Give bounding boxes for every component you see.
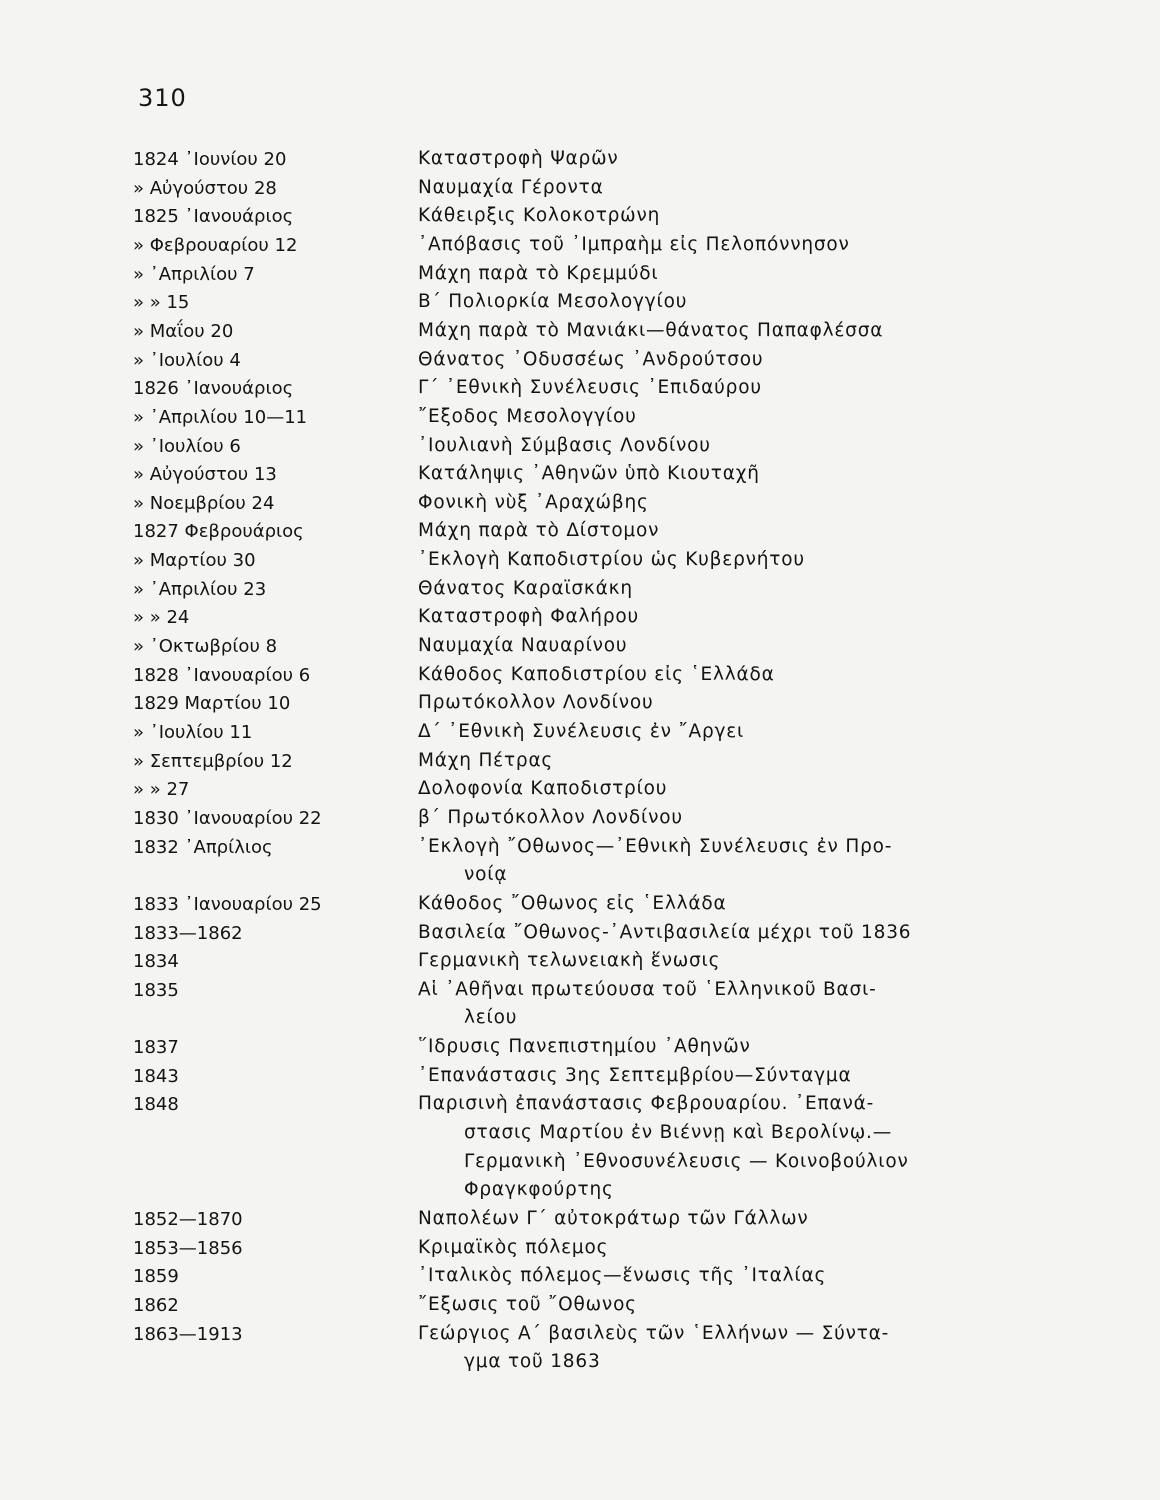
- entry-event: [418, 546, 1058, 575]
- entry-event-line: ῎Εξωσις τοῦ ῎Οθωνος: [418, 1294, 637, 1315]
- entry-date: 1825 ᾿Ιανουάριος: [133, 206, 294, 228]
- entry-date: » » 15: [133, 292, 190, 314]
- entry-date: 1843: [133, 1065, 179, 1087]
- chronology-row: [0, 374, 1160, 404]
- chronology-row: [0, 1234, 1160, 1264]
- entry-date: 1827 Φεβρουάριος: [133, 521, 304, 543]
- entry-event: [418, 374, 1058, 403]
- chronology-row: [0, 947, 1160, 977]
- chronology-row: [0, 317, 1160, 347]
- chronology-row: [0, 689, 1160, 719]
- entry-date: » Αὐγούστου 28: [133, 177, 277, 199]
- chronology-row: [0, 460, 1160, 490]
- chronology-row: [0, 1033, 1160, 1063]
- entry-date: 1826 ᾿Ιανουάριος: [133, 378, 294, 400]
- chronology-row: [0, 1062, 1160, 1092]
- entry-event-line: Μάχη Πέτρας: [418, 749, 554, 771]
- chronology-row: [0, 632, 1160, 662]
- entry-event: [418, 718, 1058, 747]
- entry-event-line: ᾿Ιουλιανὴ Σύμβασις Λονδίνου: [418, 434, 711, 456]
- entry-event-line: Ναπολέων Γ΄ αὐτοκράτωρ τῶν Γάλλων: [418, 1208, 809, 1230]
- entry-date: 1833—1862: [133, 922, 243, 944]
- entry-date: » ᾿Οκτωβρίου 8: [133, 636, 278, 658]
- entry-event: [418, 575, 1058, 604]
- chronology-row: [0, 804, 1160, 834]
- entry-date: » Φεβρουαρίου 12: [133, 234, 298, 256]
- entry-date: 1848: [133, 1094, 179, 1116]
- entry-event-line: λείου: [464, 1007, 518, 1029]
- chronology-row: [0, 919, 1160, 949]
- entry-event: [418, 145, 1058, 174]
- chronology-row: [0, 145, 1160, 175]
- entry-event-line: Μάχη παρὰ τὸ Δίστομον: [418, 520, 660, 542]
- entry-date: » Σεπτεμβρίου 12: [133, 750, 293, 772]
- entry-date: » ᾿Απριλίου 10—11: [133, 406, 308, 428]
- entry-event-line: Θάνατος ᾿Οδυσσέως ᾿Ανδρούτσου: [418, 348, 764, 370]
- entry-date: » ᾿Απριλίου 23: [133, 578, 267, 600]
- entry-date: » ᾿Ιουλίου 4: [133, 349, 241, 371]
- entry-date: 1830 ᾿Ιανουαρίου 22: [133, 807, 322, 829]
- chronology-row: [0, 1262, 1160, 1292]
- chronology-row: [0, 260, 1160, 290]
- chronology-row: [0, 1090, 1160, 1201]
- entry-date: 1837: [133, 1037, 179, 1059]
- entry-event-line: Δολοφονία Καποδιστρίου: [418, 778, 668, 800]
- entry-event-line: Κριμαϊκὸς πόλεμος: [418, 1236, 609, 1258]
- entry-event: [418, 288, 1058, 317]
- entry-event-line: Γεώργιος Α΄ βασιλεὺς τῶν ῾Ελλήνων — Σύντα-: [418, 1322, 890, 1344]
- entry-date: 1828 ᾿Ιανουαρίου 6: [133, 664, 311, 686]
- entry-event: [418, 260, 1058, 289]
- chronology-row: [0, 432, 1160, 462]
- entry-event: [418, 202, 1058, 231]
- entry-event: [418, 489, 1058, 518]
- chronology-row: [0, 489, 1160, 519]
- entry-date: 1852—1870: [133, 1209, 243, 1231]
- entry-event: [418, 976, 1058, 1033]
- entry-event: [418, 231, 1058, 260]
- entry-date: 1824 ᾿Ιουνίου 20: [133, 149, 287, 170]
- entry-date: » Μαΐου 20: [133, 320, 234, 342]
- entry-event: [418, 460, 1058, 489]
- page-number: 310: [138, 84, 187, 112]
- chronology-row: [0, 403, 1160, 433]
- entry-event-line: Ναυμαχία Γέροντα: [418, 176, 604, 198]
- chronology-row: [0, 747, 1160, 777]
- entry-event-line: ῎Εξοδος Μεσολογγίου: [418, 405, 637, 427]
- entry-event: [418, 1033, 1058, 1062]
- entry-event: [418, 661, 1058, 690]
- entry-event: [418, 947, 1058, 976]
- entry-event-line: ᾿Εκλογὴ Καποδιστρίου ὡς Κυβερνήτου: [418, 549, 805, 571]
- entry-event-line: ῞Ιδρυσις Πανεπιστημίου ᾿Αθηνῶν: [418, 1036, 751, 1058]
- entry-event: [418, 1262, 1058, 1291]
- chronology-row: [0, 661, 1160, 691]
- entry-event-line: Βασιλεία ῎Οθωνος-᾿Αντιβασιλεία μέχρι τοῦ 1836: [418, 921, 912, 943]
- entry-event-line: νοίᾳ: [464, 864, 508, 886]
- entry-event: [418, 833, 1058, 890]
- entry-event-line: ᾿Απόβασις τοῦ ᾿Ιμπραὴμ εἰς Πελοπόννησον: [418, 233, 850, 255]
- entry-event-line: ᾿Επανάστασις 3ης Σεπτεμβρίου—Σύνταγμα: [418, 1064, 852, 1086]
- entry-date: » Αὐγούστου 13: [133, 464, 277, 486]
- entry-event-line: Κατάληψις ᾿Αθηνῶν ὑπὸ Κιουταχῆ: [418, 463, 760, 485]
- entry-event-line: Παρισινὴ ἐπανάστασις Φεβρουαρίου. ᾿Επανά-: [418, 1093, 875, 1115]
- entry-event-line: Β΄ Πολιορκία Μεσολογγίου: [418, 291, 688, 313]
- chronology-row: [0, 575, 1160, 605]
- entry-date: » ᾿Ιουλίου 11: [133, 722, 253, 743]
- chronology-row: [0, 718, 1160, 748]
- entry-event-line: Κάθοδος Καποδιστρίου εἰς ῾Ελλάδα: [418, 663, 775, 685]
- entry-event: [418, 632, 1058, 661]
- entry-event-line: Ναυμαχία Ναυαρίνου: [418, 635, 628, 657]
- entry-date: » » 24: [133, 607, 190, 629]
- entry-event: [418, 432, 1058, 461]
- entry-date: 1853—1856: [133, 1237, 243, 1259]
- entry-event-line: Γ΄ ᾿Εθνικὴ Συνέλευσις ᾿Επιδαύρου: [418, 377, 762, 399]
- entry-event: [418, 174, 1058, 203]
- entry-event: [418, 603, 1058, 632]
- entry-date: » Μαρτίου 30: [133, 550, 256, 572]
- chronology-row: [0, 546, 1160, 576]
- entry-event-line: Θάνατος Καραϊσκάκη: [418, 577, 633, 599]
- entry-event-line: στασις Μαρτίου ἐν Βιέννῃ καὶ Βερολίνῳ.—: [464, 1122, 893, 1144]
- chronology-row: [0, 1205, 1160, 1235]
- chronology-row: [0, 202, 1160, 232]
- entry-event-line: β΄ Πρωτόκολλον Λονδίνου: [418, 806, 683, 828]
- chronology-row: [0, 288, 1160, 318]
- chronology-row: [0, 775, 1160, 805]
- entry-date: » ᾿Ιουλίου 6: [133, 435, 241, 457]
- entry-event: [418, 919, 1058, 948]
- chronology-row: [0, 346, 1160, 376]
- entry-date: 1835: [133, 979, 179, 1001]
- entry-event-line: Δ΄ ᾿Εθνικὴ Συνέλευσις ἐν ῎Αργει: [418, 721, 745, 742]
- entry-event-line: Μάχη παρὰ τὸ Κρεμμύδι: [418, 262, 659, 284]
- entry-event-line: Καταστροφὴ Ψαρῶν: [418, 148, 619, 169]
- chronology-row: [0, 231, 1160, 261]
- chronology-row: [0, 1320, 1160, 1373]
- chronology-row: [0, 603, 1160, 633]
- entry-date: 1833 ᾿Ιανουαρίου 25: [133, 893, 322, 915]
- entry-date: 1863—1913: [133, 1323, 243, 1345]
- entry-date: » ᾿Απριλίου 7: [133, 263, 255, 285]
- entry-event: [418, 1090, 1058, 1205]
- entry-event-line: Γερμανικὴ ᾿Εθνοσυνέλευσις — Κοινοβούλιον: [464, 1150, 909, 1172]
- entry-event-line: Κάθειρξις Κολοκοτρώνη: [418, 205, 661, 227]
- entry-event: [418, 1291, 1058, 1320]
- entry-event-line: Κάθοδος ῎Οθωνος εἰς ῾Ελλάδα: [418, 892, 727, 914]
- chronology-row: [0, 890, 1160, 920]
- entry-event: [418, 747, 1058, 776]
- entry-date: 1834: [133, 951, 179, 973]
- entry-event: [418, 1234, 1058, 1263]
- entry-date: 1829 Μαρτίου 10: [133, 693, 291, 715]
- chronology-row: [0, 517, 1160, 547]
- entry-event-line: Πρωτόκολλον Λονδίνου: [418, 692, 654, 714]
- entry-event: [418, 1205, 1058, 1234]
- entry-event: [418, 317, 1058, 346]
- entry-date: » » 27: [133, 779, 190, 801]
- chronology-row: [0, 1291, 1160, 1321]
- entry-event: [418, 1320, 1058, 1377]
- entry-event: [418, 689, 1058, 718]
- entry-event: [418, 346, 1058, 375]
- entry-event-line: γμα τοῦ 1863: [464, 1351, 601, 1373]
- entry-event-line: Αἱ ᾿Αθῆναι πρωτεύουσα τοῦ ῾Ελληνικοῦ Βασι-: [418, 978, 877, 1000]
- entry-event: [418, 775, 1058, 804]
- entry-event-line: Φονικὴ νὺξ ᾿Αραχώβης: [418, 491, 649, 513]
- entry-event-line: Μάχη παρὰ τὸ Μανιάκι—θάνατος Παπαφλέσσα: [418, 319, 884, 341]
- entry-event-line: ᾿Ιταλικὸς πόλεμος—ἕνωσις τῆς ᾿Ιταλίας: [418, 1265, 827, 1287]
- entry-date: 1859: [133, 1266, 179, 1288]
- entry-date: 1832 ᾿Απρίλιος: [133, 836, 273, 858]
- entry-event: [418, 1062, 1058, 1091]
- entry-event-line: Γερμανικὴ τελωνειακὴ ἕνωσις: [418, 950, 721, 972]
- entry-event-line: Φραγκφούρτης: [464, 1179, 614, 1201]
- entry-event-line: Καταστροφὴ Φαλήρου: [418, 606, 639, 628]
- entry-event: [418, 403, 1058, 432]
- entry-event-line: ᾿Εκλογὴ ῎Οθωνος—᾿Εθνικὴ Συνέλευσις ἐν Προ-: [418, 835, 893, 857]
- entry-event: [418, 804, 1058, 833]
- chronology-row: [0, 174, 1160, 204]
- chronology-row: [0, 833, 1160, 886]
- entry-date: » Νοεμβρίου 24: [133, 492, 275, 514]
- entry-date: 1862: [133, 1295, 179, 1316]
- chronology-row: [0, 976, 1160, 1029]
- entry-event: [418, 517, 1058, 546]
- entry-event: [418, 890, 1058, 919]
